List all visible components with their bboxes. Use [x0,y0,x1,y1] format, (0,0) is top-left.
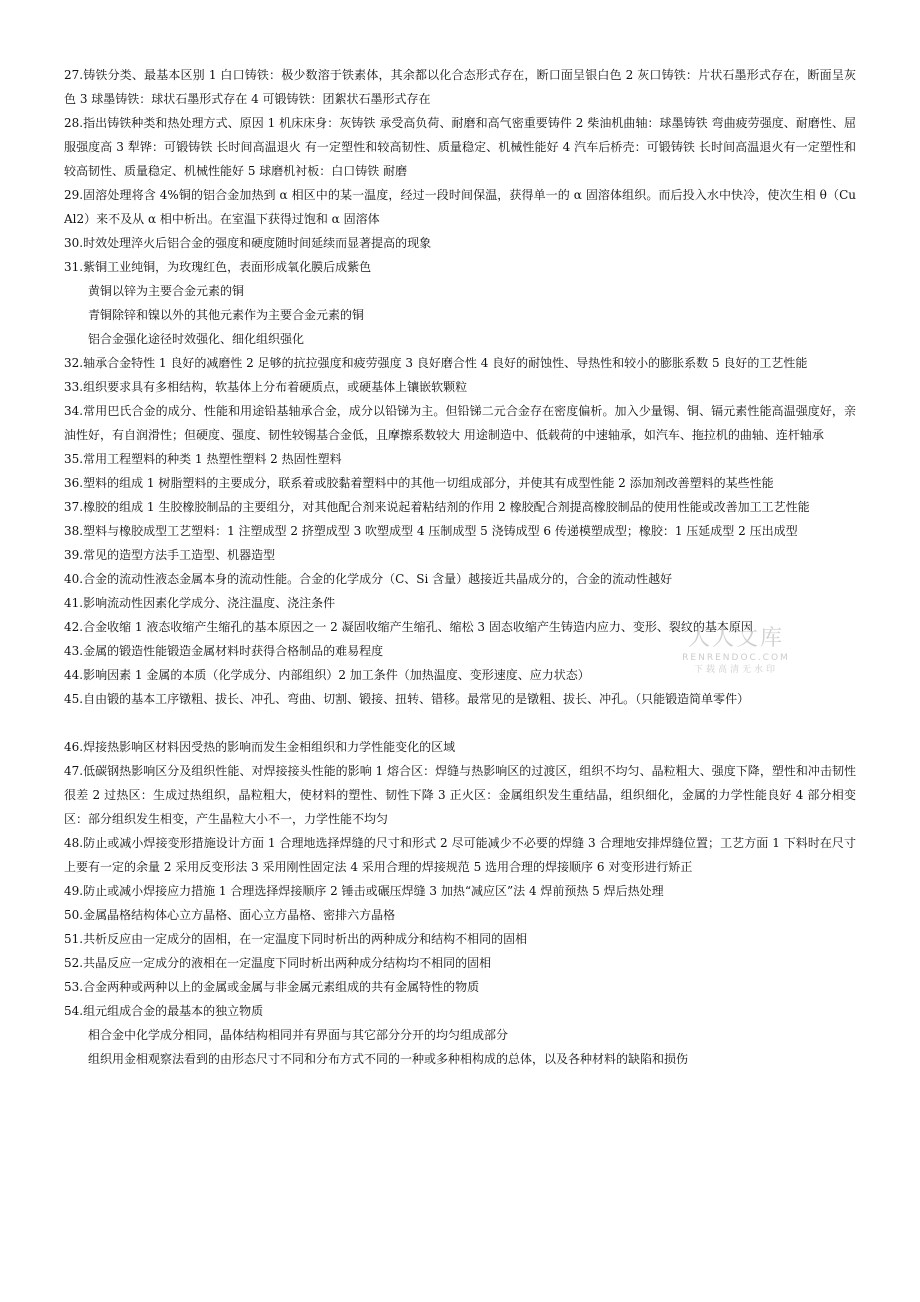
numbered-paragraph: 36.塑料的组成 1 树脂塑料的主要成分，联系着或胶黏着塑料中的其他一切组成部分，并使其有成型性能 2 添加剂改善塑料的某些性能 [64,476,774,490]
numbered-paragraph: 44.影响因素 1 金属的本质（化学成分、内部组织）2 加工条件（加热温度、变形速度、应力状态） [64,668,590,682]
numbered-paragraph: 53.合金两种或两种以上的金属或金属与非金属元素组成的共有金属特性的物质 [64,980,480,994]
indented-paragraph: 组织用金相观察法看到的由形态尺寸不同和分布方式不同的一种或多种相构成的总体，以及各种材料的缺陷和损伤 [88,1052,689,1066]
watermark-url: RENRENDOC.COM [682,653,790,663]
numbered-paragraph: 45.自由锻的基本工序镦粗、拔长、冲孔、弯曲、切割、锻接、扭转、错移。最常见的是镦粗、拔长、冲孔。（只能锻造简单零件） [64,692,750,706]
numbered-paragraph: 34.常用巴氏合金的成分、性能和用途铅基轴承合金，成分以铅锑为主。但铅锑二元合金存在密度偏析。加入少量锡、铜、镉元素性能高温强度好，亲油性好，有自润滑性；但硬度、强度、韧性较锡基合金低，且摩擦系数较大 用途制造中、低载荷的中速轴承，如汽车、拖拉机的曲轴、连杆轴承 [64,404,856,442]
numbered-paragraph: 35.常用工程塑料的种类 1 热塑性塑料 2 热固性塑料 [64,452,342,466]
numbered-paragraph: 50.金属晶格结构体心立方晶格、面心立方晶格、密排六方晶格 [64,908,396,922]
numbered-paragraph: 43.金属的锻造性能锻造金属材料时获得合格制品的难易程度 [64,644,384,658]
document-body [64,63,856,1071]
numbered-paragraph: 54.组元组成合金的最基本的独立物质 [64,1004,264,1018]
numbered-paragraph: 33.组织要求具有多相结构，软基体上分布着硬质点，或硬基体上镶嵌软颗粒 [64,380,468,394]
numbered-paragraph: 37.橡胶的组成 1 生胶橡胶制品的主要组分，对其他配合剂来说起着粘结剂的作用 2 橡胶配合剂提高橡胶制品的使用性能或改善加工工艺性能 [64,500,810,514]
numbered-paragraph: 41.影响流动性因素化学成分、浇注温度、浇注条件 [64,596,336,610]
indented-paragraph: 青铜除锌和镍以外的其他元素作为主要合金元素的铜 [88,308,365,322]
numbered-paragraph: 28.指出铸铁种类和热处理方式、原因 1 机床床身：灰铸铁 承受高负荷、耐磨和高气密重要铸件 2 柴油机曲轴：球墨铸铁 弯曲疲劳强度、耐磨性、屈服强度高 3 犁铧：可锻铸铁 长时间高温退火 有一定塑性和较高韧性、质量稳定、机械性能好 4 汽车后桥壳：可锻铸铁 长时间高温退火有一定塑性和较高韧性、质量稳定、机械性能好 5 球磨机衬板：白口铸铁 耐磨 [64,116,856,178]
numbered-paragraph: 49.防止或减小焊接应力措施 1 合理选择焊接顺序 2 锤击或碾压焊缝 3 加热“减应区”法 4 焊前预热 5 焊后热处理 [64,884,664,898]
numbered-paragraph: 40.合金的流动性液态金属本身的流动性能。合金的化学成分（C、Si 含量）越接近共晶成分的，合金的流动性越好 [64,572,673,586]
numbered-paragraph: 38.塑料与橡胶成型工艺塑料：1 注塑成型 2 挤塑成型 3 吹塑成型 4 压制成型 5 浇铸成型 6 传递模塑成型；橡胶：1 压延成型 2 压出成型 [64,524,798,538]
numbered-paragraph: 32.轴承合金特性 1 良好的减磨性 2 足够的抗拉强度和疲劳强度 3 良好磨合性 4 良好的耐蚀性、导热性和较小的膨胀系数 5 良好的工艺性能 [64,356,808,370]
watermark-subtitle: 下载高清无水印 [693,665,778,675]
indented-paragraph: 相合金中化学成分相同，晶体结构相同并有界面与其它部分分开的均匀组成部分 [88,1028,509,1042]
numbered-paragraph: 27.铸铁分类、最基本区别 1 白口铸铁：极少数溶于铁素体，其余都以化合态形式存在，断口面呈银白色 2 灰口铸铁：片状石墨形式存在，断面呈灰色 3 球墨铸铁：球状石墨形式存在 4 可锻铸铁：团絮状石墨形式存在 [64,68,856,106]
indented-paragraph: 铝合金强化途径时效强化、细化组织强化 [88,332,305,346]
numbered-paragraph: 46.焊接热影响区材料因受热的影响而发生金相组织和力学性能变化的区域 [64,740,456,754]
indented-paragraph: 黄铜以锌为主要合金元素的铜 [88,284,245,298]
numbered-paragraph: 51.共析反应由一定成分的固相，在一定温度下同时析出的两种成分和结构不相同的固相 [64,932,528,946]
numbered-paragraph: 39.常见的造型方法手工造型、机器造型 [64,548,276,562]
numbered-paragraph: 48.防止或减小焊接变形措施设计方面 1 合理地选择焊缝的尺寸和形式 2 尽可能减少不必要的焊缝 3 合理地安排焊缝位置；工艺方面 1 下料时在尺寸上要有一定的余量 2 采用反变形法 3 采用刚性固定法 4 采用合理的焊接规范 5 选用合理的焊接顺序 6 对变形进行矫正 [64,836,856,874]
blank-line [64,711,856,735]
numbered-paragraph: 30.时效处理淬火后铝合金的强度和硬度随时间延续而显著提高的现象 [64,236,432,250]
numbered-paragraph: 52.共晶反应一定成分的液相在一定温度下同时析出两种成分结构均不相同的固相 [64,956,492,970]
numbered-paragraph: 47.低碳钢热影响区分及组织性能、对焊接接头性能的影响 1 熔合区：焊缝与热影响区的过渡区，组织不均匀、晶粒粗大、强度下降，塑性和冲击韧性很差 2 过热区：生成过热组织，晶粒粗大，使材料的塑性、韧性下降 3 正火区：金属组织发生重结晶，组织细化，金属的力学性能良好 4 部分相变区：部分组织发生相变，产生晶粒大小不一，力学性能不均匀 [64,764,856,826]
watermark-logo: 人人文库 [687,626,784,651]
numbered-paragraph: 31.紫铜工业纯铜，为玫瑰红色，表面形成氧化膜后成紫色 [64,260,372,274]
numbered-paragraph: 29.固溶处理将含 4%铜的铝合金加热到 α 相区中的某一温度，经过一段时间保温，获得单一的 α 固溶体组织。而后投入水中快冷，使次生相 θ（CuAl2）来不及从 α 相中析出。在室温下获得过饱和 α 固溶体 [64,188,856,226]
numbered-paragraph: 42.合金收缩 1 液态收缩产生缩孔的基本原因之一 2 凝固收缩产生缩孔、缩松 3 固态收缩产生铸造内应力、变形、裂纹的基本原因 [64,620,753,634]
